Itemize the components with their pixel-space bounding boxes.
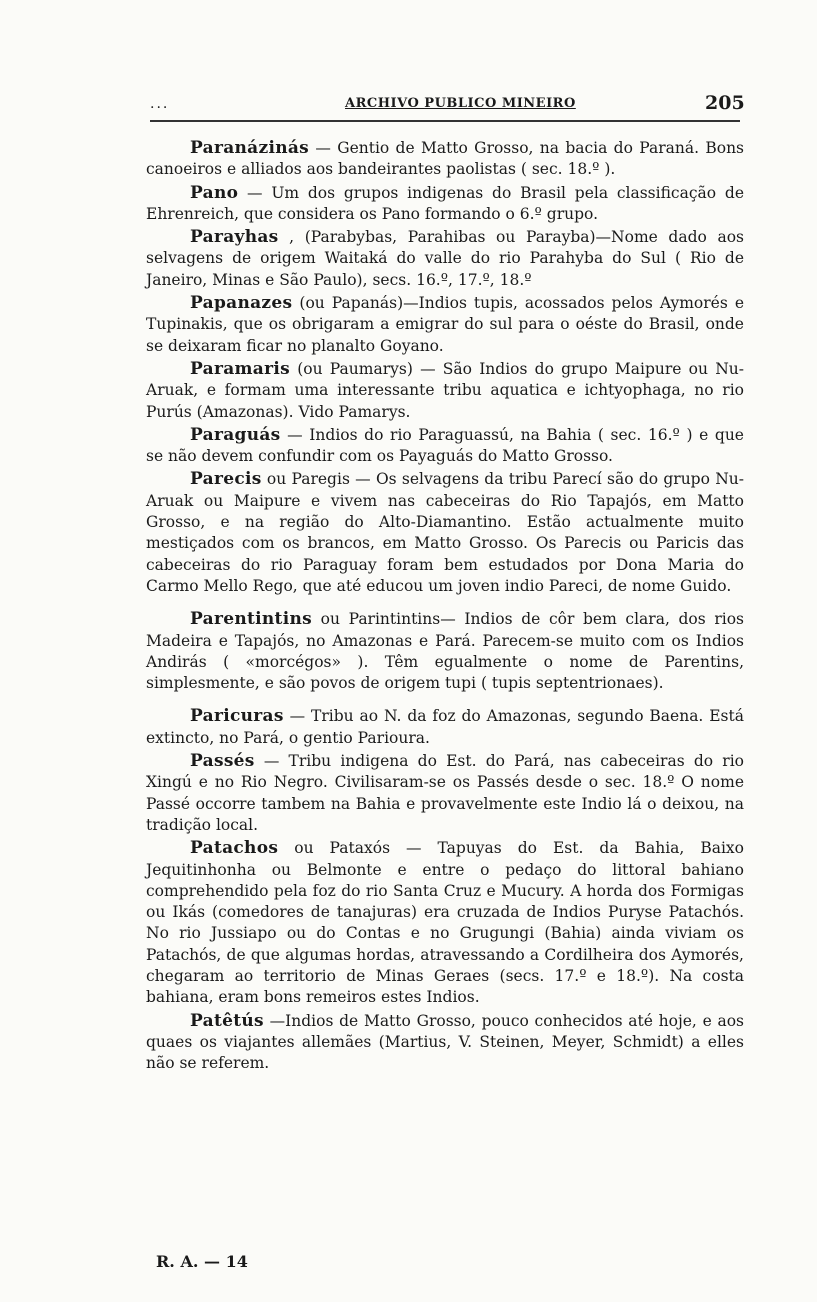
dictionary-entry bbox=[146, 138, 744, 181]
entry-text: (ou Paumarys) — São Indios do grupo Maipure ou Nu-Aruak, e formam uma interessante tribu aquatica e ichtyophaga, no rio Purús (Amazonas). Vido Pamarys. bbox=[146, 359, 744, 421]
entry-text: (ou Papanás)—Indios tupis, acossados pelos Aymorés e Tupinakis, que os obrigaram a emigrar do sul para o oéste do Brasil, onde se deixaram ficar no planalto Goyano. bbox=[146, 294, 744, 355]
entry-text: , (Parabybas, Parahibas ou Parayba)—Nome dado aos selvagens de origem Waitaká do valle do rio Parahyba do Sul ( Rio de Janeiro, Minas e São Paulo), secs. 16.º, 17.º, 18.º bbox=[146, 228, 744, 289]
dictionary-entry bbox=[146, 359, 744, 423]
dictionary-entry bbox=[146, 183, 744, 226]
entry-text: —Indios de Matto Grosso, pouco conhecidos até hoje, e aos quaes os viajantes allemães (Martius, V. Steinen, Meyer, Schmidt) a elles não se referem. bbox=[146, 1011, 744, 1073]
entry-headword: Patêtús bbox=[190, 1010, 264, 1031]
entry-text: — Um dos grupos indigenas do Brasil pela classificação de Ehrenreich, que considera os Pano formando o 6.º grupo. bbox=[146, 183, 744, 223]
dictionary-entry bbox=[146, 227, 744, 291]
entry-headword: Patachos bbox=[190, 838, 279, 859]
entry-headword: Parayhas bbox=[190, 227, 279, 248]
dictionary-entry bbox=[146, 706, 744, 749]
page-header bbox=[150, 92, 745, 120]
header-dots: ... bbox=[150, 96, 170, 112]
entry-text: ou Paregis — Os selvagens da tribu Parecí são do grupo Nu-Aruak ou Maipure e vivem nas cabeceiras do Rio Tapajós, em Matto Grosso, e na região do Alto-Diamantino. Estão actualmente muito mestiçados com os brancos, em Matto Grosso. Os Parecis ou Paricis das cabeceiras do rio Paraguay foram bem estudados por Dona Maria do Carmo Mello Rego, que até educou um joven indio Pareci, de nome Guido. bbox=[146, 470, 744, 595]
dictionary-entry bbox=[146, 1011, 744, 1075]
entry-headword: Parecis bbox=[190, 469, 262, 490]
dictionary-entry bbox=[146, 469, 744, 597]
entry-headword: Paricuras bbox=[190, 706, 284, 727]
entry-text: ou Parintintins— Indios de côr bem clara, dos rios Madeira e Tapajós, no Amazonas e Pará. Parecem-se muito com os Indios Andirás ( «morcégos» ). Têm egualmente o nome de Parentins, simplesmente, e são povos de origem tupi ( tupis septentrionaes). bbox=[146, 610, 744, 693]
entry-text: — Gentio de Matto Grosso, na bacia do Paraná. Bons canoeiros e alliados aos bandeirantes paolistas ( sec. 18.º ). bbox=[146, 139, 745, 179]
entry-headword: Pano bbox=[190, 182, 239, 203]
entry-headword: Papanazes bbox=[190, 293, 293, 314]
entry-headword: Paramaris bbox=[190, 358, 291, 379]
dictionary-entry bbox=[146, 293, 744, 357]
entry-text: ou Pataxós — Tapuyas do Est. da Bahia, Baixo Jequitinhonha ou Belmonte e entre o pedaço do littoral bahiano comprehendido pela foz do rio Santa Cruz e Mucury. A horda dos Formigas ou Ikás (comedores de tanajuras) era cruzada de Indios Puryse Patachós. No rio Jussiapo ou do Contas e no Grugungi (Bahia) ainda viviam os Patachós, de que algumas hordas, atravessando a Cordilheira dos Aymorés, chegaram ao territorio de Minas Geraes (secs. 17.º e 18.º). Na costa bahiana, eram bons remeiros estes Indios. bbox=[146, 839, 744, 1007]
page-number: 205 bbox=[705, 92, 745, 114]
entry-text: — Indios do rio Paraguassú, na Bahia ( sec. 16.º ) e que se não devem confundir com os Payaguás do Matto Grosso. bbox=[146, 425, 744, 466]
entry-headword: Parentintins bbox=[190, 609, 312, 630]
entry-headword: Passés bbox=[190, 751, 255, 772]
entry-list bbox=[146, 138, 744, 1076]
entry-text: — Tribu indigena do Est. do Pará, nas cabeceiras do rio Xingú e no Rio Negro. Civilisaram-se os Passés desde o sec. 18.º O nome Passé occorre tambem na Bahia e provavelmente este Indio lá o deixou, na tradição local. bbox=[146, 752, 744, 834]
running-title: ARCHIVO PUBLICO MINEIRO bbox=[345, 96, 576, 111]
entry-headword: Paranázinás bbox=[190, 138, 310, 158]
dictionary-entry bbox=[146, 751, 744, 836]
entry-headword: Paraguás bbox=[190, 424, 281, 445]
dictionary-entry bbox=[146, 609, 744, 694]
entry-text: — Tribu ao N. da foz do Amazonas, segundo Baena. Está extincto, no Pará, o gentio Parioura. bbox=[146, 707, 744, 747]
dictionary-entry bbox=[146, 838, 744, 1008]
header-rule bbox=[150, 120, 740, 122]
signature-mark: R. A. — 14 bbox=[156, 1252, 248, 1271]
dictionary-entry bbox=[146, 425, 744, 468]
